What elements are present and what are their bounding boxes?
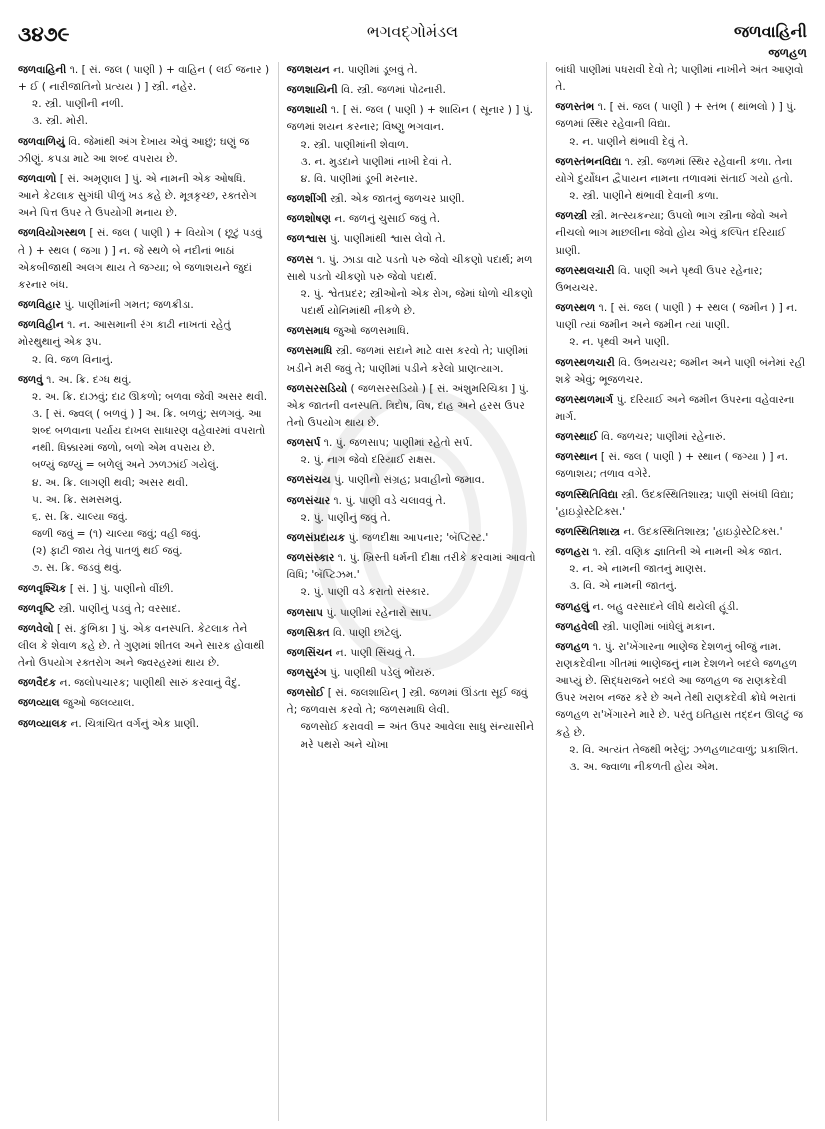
dictionary-entry <box>555 263 807 297</box>
headword: જળવાહિની <box>18 64 67 76</box>
headword: જળવૈદક <box>18 677 57 690</box>
entry-line <box>18 372 270 389</box>
entry-line <box>287 171 539 188</box>
dictionary-entry <box>18 297 270 314</box>
definition-text: ન. જલોપચારક; પાણીથી સારું કરવાનું વૈદું. <box>59 677 241 690</box>
entry-line <box>287 137 539 154</box>
headword: જળસ્થિતિવિદ્યા <box>555 488 618 501</box>
dictionary-entry <box>555 619 807 636</box>
headword: જળસરસડિયો <box>286 382 348 395</box>
entry-line <box>555 208 807 259</box>
definition-text: [ સં. કુંભિકા ] પું. એક વનસ્પતિ. કેટલાક તેને લીલ કે શેવાળ કહે છે. તે ગુણમાં શીતલ અને સારક હોવાથી તેનો ઉપયોગ રક્તરોગ અને જ્વરહરમાં થાય છે. <box>18 622 265 670</box>
definition-text: પું. જળદીક્ષા આપનાર; 'બૅપ્ટિસ્ટ.' <box>348 531 489 544</box>
entry-line <box>555 263 807 297</box>
entry-line <box>18 457 270 474</box>
headword: જળસંચય <box>286 474 331 487</box>
entry-line <box>555 99 807 133</box>
headword: જળસુરંગ <box>286 667 327 679</box>
entry-line <box>18 716 270 733</box>
definition-text: સ્ત્રી. પાણીમાં બાંધેલું મકાન. <box>602 620 716 633</box>
entry-line <box>287 472 539 489</box>
headword: જળવ્યાલક <box>18 717 68 730</box>
definition-text: ૧. [ સં. જલ ( પાણી ) + વાહિન ( લઈ જનાર ) + ઈ ( નારીજાતિનો પ્રત્યય ) ] સ્ત્રી. નહેર. <box>18 64 270 94</box>
definition-text: ૪. અ. ક્રિ. લાગણી થવી; અસર થવી. <box>32 476 189 489</box>
definition-text: ૧. સ્ત્રી. વણિક જ્ઞાતિની એ નામની એક જાત. <box>592 546 783 559</box>
dictionary-entry <box>287 62 539 79</box>
entry-line <box>287 323 539 340</box>
dictionary-entry <box>18 601 270 618</box>
dictionary-entry <box>287 191 539 208</box>
definition-text: વિ. સ્ત્રી. જળમાં પોઢનારી. <box>341 84 446 97</box>
entry-line <box>18 543 270 560</box>
entry-line <box>555 524 807 541</box>
column-left <box>10 62 278 1121</box>
definition-text: ન. જળનું ચુસાઈ જવું તે. <box>334 213 441 226</box>
definition-text: ૨. પું. પાણીનું જવું તે. <box>300 511 391 524</box>
dictionary-entry <box>18 134 270 168</box>
entry-line <box>18 352 270 369</box>
dictionary-entry <box>287 82 539 99</box>
entry-line <box>287 381 539 432</box>
entry-line <box>18 526 270 543</box>
headword: જળવૃશ્ચિક <box>18 582 67 595</box>
entry-line <box>287 191 539 208</box>
definition-text: ૫. અ. ક્રિ. સમસમવું. <box>32 493 123 506</box>
headword: જળસ્થિતિશાસ્ત્ર <box>555 525 621 538</box>
definition-text: ૧. પું. પાણી વડે ચલાવવું તે. <box>333 494 446 507</box>
definition-text: ૨. સ્ત્રી. પાણીમાંની શેવાળ. <box>300 138 409 151</box>
entry-line <box>555 619 807 636</box>
entry-line <box>18 113 270 130</box>
headword: જળહળ <box>555 640 590 653</box>
definition-text: ૨. વિ. જળ વિનાનું. <box>32 353 114 366</box>
dictionary-entry <box>555 544 807 595</box>
definition-text: ૧. ન. આસમાની રંગ કાઢી નાખતાં રહેતું મોરથુથાનું એક રૂપ. <box>18 319 231 349</box>
headword: જળસ્ત્રી <box>555 210 588 223</box>
definition-text: ન. પાણી સિંચવું તે. <box>335 646 416 659</box>
headword: જળવ્યાલ <box>18 697 60 710</box>
entry-line <box>555 355 807 389</box>
definition-text: ૧. સ્ત્રી. જળમાં સ્થિર રહેવાની કળા. તેના યોગે દુર્યોધન દ્વૈપાયન નામના તળાવમાં સંતાઈ ગયો હતો. <box>555 155 794 185</box>
entry-line <box>287 685 539 719</box>
definition-text: ૧. પું. ખ્રિસ્તી ધર્મની દીક્ષા તરીકે કરવામાં આવતો વિધિ; 'બૅપ્ટિઝમ.' <box>286 552 536 582</box>
entry-line <box>555 487 807 521</box>
definition-text: [ સં. ] પું. પાણીનો વીંછી. <box>69 582 174 595</box>
dictionary-entry <box>555 392 807 426</box>
definition-text: ૩. [ સં. જ્વલ્ ( બળવું ) ] અ. ક્રિ. બળવું; સળગવું. આ શબ્દ બળવાના પર્યાય દાખલ સાધારણ વહેવારમાં વપરાતો નથી. ધિક્કારમાં જળો, બળો એમ વપરાય છે. <box>32 407 266 455</box>
entry-line <box>18 492 270 509</box>
headword: જળસિંચન <box>286 646 333 659</box>
entry-line <box>555 561 807 578</box>
headword: જળહવેલી <box>555 620 599 633</box>
headword: જળહરા <box>555 546 590 559</box>
definition-text: પું. પાણીમાંની ગમત; જળક્રીડા. <box>64 299 194 312</box>
entry-line <box>287 584 539 601</box>
entry-line <box>18 695 270 712</box>
headword: જળસ્થાઈ <box>555 431 598 444</box>
entry-line <box>555 392 807 426</box>
entry-line <box>287 605 539 622</box>
definition-text: ૨. પું. નાગ જેવો દરિયાઈ રાક્ષસ. <box>300 454 436 467</box>
definition-text: પું. દરિયાઈ અને જમીન ઉપરના વહેવારના માર્ગ. <box>555 393 795 423</box>
definition-text: જળી જવું = (૧) ચાલ્યા જવું; વહી જવું. <box>32 528 202 541</box>
definition-text: ૩. સ્ત્રી. મોરી. <box>32 115 88 128</box>
headword: જળવિહીન <box>18 319 64 332</box>
entry-line <box>555 188 807 205</box>
dictionary-entry <box>287 605 539 622</box>
dictionary-entry <box>555 639 807 776</box>
dictionary-entry <box>555 524 807 541</box>
headword: જળશાયી <box>286 104 328 117</box>
headword: જળસ <box>286 253 314 266</box>
definition-text: વિ. જળચર; પાણીમાં રહેનારું. <box>601 431 726 444</box>
headword: જળસ્થાન <box>555 451 598 464</box>
definition-text: ( જળસરસડિયો ) [ સં. અંશુમરિચિકા ] પું. એક જાતની વનસ્પતિ. ત્રિદોષ, વિષ, દાહ અને હરસ ઉપર તેનો ઉપયોગ થાય છે. <box>286 382 529 429</box>
dictionary-entry <box>287 685 539 754</box>
dictionary-entry <box>287 252 539 321</box>
definition-text: ૩. વિ. એ નામની જાતનું. <box>569 580 678 593</box>
dictionary-entry <box>287 102 539 188</box>
definition-text: વિ. ઉભયચર; જમીન અને પાણી બંનેમાં રહી શકે એવું; ભૂજળચર. <box>555 356 806 386</box>
entry-line <box>18 389 270 406</box>
entry-line <box>555 449 807 483</box>
headword: જળશાયિની <box>286 84 338 97</box>
entry-line <box>18 62 270 96</box>
headword: જળસિક્ત <box>286 626 330 639</box>
entry-line <box>555 599 807 616</box>
definition-text: [ સં. જલ ( પાણી ) + વિયોગ ( છૂટું પડવું તે ) + સ્થલ ( જગા ) ] ન. જે સ્થળે બે નદીનાં ભાઠાં એકબીજાથી અલગ થાય તે જગ્યા; બે જળાશયને જુદાં કરનાર બંધ. <box>18 227 262 291</box>
entry-line <box>287 665 539 682</box>
dictionary-entry <box>18 62 270 131</box>
definition-text: જુઓ જળસમાધિ. <box>333 325 410 338</box>
dictionary-entry <box>555 355 807 389</box>
headword: જળસાપ <box>286 606 324 619</box>
dictionary-entry <box>287 381 539 432</box>
entry-line <box>18 509 270 526</box>
definition-text: ૨. ન. પાણીને થંભાવી દેવું તે. <box>569 135 689 148</box>
entry-line <box>287 719 539 753</box>
entry-line <box>555 334 807 351</box>
definition-text: ૨. વિ. અત્યંત તેજથી ભરેલું; ઝળહળાટવાળું; પ્રકાશિત. <box>569 743 799 756</box>
entry-line <box>287 231 539 248</box>
entry-line <box>287 154 539 171</box>
book-title: ભગવદ્ગોમંડલ <box>366 22 459 41</box>
entry-line <box>18 297 270 314</box>
definition-text: ૭. સ. ક્રિ. જડવું થવું. <box>32 562 122 575</box>
headword: જળસ્થલચારી <box>555 264 615 277</box>
definition-text: [ સં. અમૃણાલ ] પું. એ નામની એક ઓષધિ. આને કેટલાક સુગંધી પીળું ખડ કહે છે. મૂત્રકૃચ્છ, રક્તરોગ અને પિત્ત ઉપર તે ઉપયોગી મનાય છે. <box>18 172 257 220</box>
dictionary-entry <box>287 323 539 340</box>
entry-line <box>287 645 539 662</box>
dictionary-entry <box>287 550 539 601</box>
dictionary-columns <box>10 62 815 1121</box>
entry-line <box>18 225 270 294</box>
definition-text: ૬. સ. ક્રિ. ચાલ્યા જવું. <box>32 510 128 523</box>
definition-text: સ્ત્રી. જળમાં સદાને માટે વાસ કરવો તે; પાણીમાં ખડીને મરી જવું તે; પાણીમાં પડીને કરેલો પ્રાણત્યાગ. <box>286 345 529 375</box>
entry-line <box>287 452 539 469</box>
dictionary-entry <box>555 449 807 483</box>
definition-text: ૧. [ સં. જલ ( પાણી ) + સ્થલ ( જમીન ) ] ન. પાણી ત્યાં જમીન અને જમીન ત્યાં પાણી. <box>555 302 798 332</box>
entry-line <box>287 510 539 527</box>
entry-line <box>287 493 539 510</box>
definition-text: સ્ત્રી. ઉદકસ્થિતિશાસ્ત્ર; પાણી સંબંધી વિદ્યા; 'હાઇડ્રોસ્ટેટિક્સ.' <box>555 488 794 518</box>
entry-line <box>555 759 807 776</box>
headword: જળવાળિયું <box>18 135 65 148</box>
dictionary-entry <box>287 493 539 527</box>
dictionary-entry <box>555 99 807 150</box>
headword: જળસંપ્રદાયક <box>286 531 346 544</box>
definition-text: ૧. [ સં. જલ ( પાણી ) + શાયિન ( સૂનાર ) ] પું. જળમાં શયન કરનાર; વિષ્ણુ ભગવાન. <box>286 104 534 134</box>
headword: જળસોઈ <box>286 687 325 700</box>
entry-line <box>555 154 807 188</box>
entry-line <box>287 530 539 547</box>
definition-text: ૨. ન. પૃથ્વી અને પાણી. <box>569 336 670 349</box>
entry-line <box>287 62 539 79</box>
entry-line <box>555 62 807 96</box>
definition-text: ૪. વિ. પાણીમાં ડૂબી મરનાર. <box>300 172 418 185</box>
definition-text: ૨. પું. શ્વેતપ્રદર; સ્ત્રીઓનો એક રોગ, જેમાં ધોળો ચીકણો પદાર્થ યોનિમાંથી નીકળે છે. <box>300 287 533 318</box>
entry-line <box>287 211 539 228</box>
headword: જળવૃષ્ટિ <box>18 602 56 615</box>
dictionary-entry <box>18 695 270 712</box>
definition-text: ૧. પું. જળસાપ; પાણીમાં રહેતો સર્પ. <box>323 437 473 450</box>
headword: જળશ્વાસ <box>286 233 327 246</box>
headword: જળશોષણ <box>286 213 331 226</box>
entry-line <box>555 544 807 561</box>
entry-line <box>287 102 539 136</box>
definition-text: ૧. પું. રા'ખેંગારના ભાણેજ દેશળનું બીજું નામ. રાણકદેવીના ગીતમાં ભાણેજનું નામ દેશળને બદલે જળહળ આપ્યું છે. સિદ્ધરાજને બદલે આ જળહળ જ રાણકદેવી ઉપર ખરાબ નજર કરે છે અને તેથી રાણકદેવી ક્રોધે ભરાતાં જળહળ રા'ખેંગારને મારે છે. પરંતુ ઇતિહાસ તદ્દન ઊલટું જ કહે છે. <box>555 640 804 739</box>
entry-line <box>18 675 270 692</box>
entry-line <box>18 621 270 672</box>
definition-text: [ સં. જલશાયિન્ ] સ્ત્રી. જળમાં ઊંડતા સૂઈ જવું તે; જળવાસ કરવો તે; જળસમાધિ લેવી. <box>286 687 528 717</box>
entry-line <box>287 343 539 377</box>
guide-word-bottom: જળહળ <box>768 46 807 60</box>
headword: જળશયન <box>286 64 330 76</box>
entry-line <box>18 317 270 351</box>
headword: જળસર્પ <box>286 437 321 450</box>
headword: જળસંસ્કાર <box>286 552 335 565</box>
entry-line <box>287 82 539 99</box>
dictionary-entry <box>18 675 270 692</box>
definition-text: ૨. સ્ત્રી. પાણીની નળી. <box>32 98 124 111</box>
headword: જળસ્તંભ <box>555 101 595 114</box>
headword: જળવું <box>18 373 43 386</box>
dictionary-entry <box>287 435 539 469</box>
dictionary-entry <box>18 581 270 598</box>
dictionary-entry <box>555 208 807 259</box>
definition-text: ૨. સ્ત્રી. પાણીને થંભાવી દેવાની કળા. <box>569 190 719 203</box>
definition-text: પું. પાણીનો સંગ્રહ; પ્રવાહીનો જમાવ. <box>334 474 485 487</box>
definition-text: ૩. અ. જ્વાળા નીકળતી હોય એમ. <box>569 760 719 773</box>
entry-line <box>555 300 807 334</box>
dictionary-entry <box>18 171 270 222</box>
dictionary-entry <box>287 645 539 662</box>
definition-text: [ સં. જલ ( પાણી ) + સ્થાન ( જગ્યા ) ] ન. જળાશય; તળાવ વગેરે. <box>555 451 789 481</box>
entry-line <box>287 625 539 642</box>
entry-line <box>287 286 539 320</box>
definition-text: બાંધી પાણીમાં પધરાવી દેવો તે; પાણીમાં નાખીને અંત આણવો તે. <box>555 64 804 94</box>
headword: જળસમાધ <box>286 325 330 338</box>
entry-line <box>18 560 270 577</box>
entry-line <box>555 429 807 446</box>
dictionary-entry <box>287 625 539 642</box>
headword: જળવિહાર <box>18 299 61 312</box>
entry-line <box>555 639 807 742</box>
definition-text: પું. પાણીથી પડેલું ભોંયરું. <box>330 667 435 679</box>
dictionary-entry <box>555 487 807 521</box>
definition-text: જુઓ જલવ્યાલ. <box>63 697 135 710</box>
definition-text: ૧. અ. ક્રિ. દગ્ધ થવું. <box>46 373 132 386</box>
definition-text: સ્ત્રી. એક જાતનું જળચર પ્રાણી. <box>330 193 465 206</box>
entry-line <box>287 252 539 286</box>
definition-text: જળસોઈ કરાવવી = અંત ઉપર આવેલા સાધુ સંન્યાસીને મરે પથરો અને ચોખા <box>300 721 535 751</box>
dictionary-entry <box>287 343 539 377</box>
dictionary-entry <box>287 665 539 682</box>
entry-line <box>555 578 807 595</box>
column-right <box>546 62 815 1121</box>
headword: જળસ્થળમાર્ગ <box>555 393 614 406</box>
definition-text: સ્ત્રી. મત્સ્યકન્યા; ઉપલો ભાગ સ્ત્રીના જેવો અને નીચલો ભાગ માછલીના જેવો હોય એવું કલ્પિત દરિયાઈ પ્રાણી. <box>555 210 788 257</box>
dictionary-entry <box>555 429 807 446</box>
dictionary-entry <box>555 300 807 351</box>
dictionary-entry <box>287 530 539 547</box>
headword: જળસ્થળચારી <box>555 356 615 369</box>
page-number: ૩૪૭૯ <box>18 22 70 46</box>
entry-line <box>555 742 807 759</box>
definition-text: ૧. [ સં. જલ ( પાણી ) + સ્તંભ ( થાંભલો ) ] પું. જળમાં સ્થિર રહેવાની વિદ્યા. <box>555 101 797 131</box>
headword: જળસમાધિ <box>286 345 333 358</box>
dictionary-entry <box>555 599 807 616</box>
dictionary-entry <box>555 154 807 205</box>
definition-text: પું. પાણીમાંથી શ્વાસ લેવો તે. <box>329 233 446 246</box>
definition-text: ન. બહુ વરસાદને લીધે થયેલી હૂંડી. <box>592 600 739 613</box>
dictionary-entry <box>18 716 270 733</box>
dictionary-entry <box>18 225 270 294</box>
definition-text: ૧. પું. ઝાડા વાટે પડતો પરુ જેવો ચીકણો પદાર્થ; મળ સાથે પડતો ચીકણો પરુ જેવો પદાર્થ. <box>286 253 533 283</box>
entry-line <box>287 435 539 452</box>
definition-text: ૩. ન. મુડદાને પાણીમાં નાખી દેવાં તે. <box>300 155 452 168</box>
headword: જળશીંગી <box>286 193 327 206</box>
entry-line <box>18 134 270 168</box>
definition-text: સ્ત્રી. પાણીનું પડવું તે; વરસાદ. <box>58 602 181 615</box>
definition-text: (૨) ફાટી જાય તેવું પાતળું થઈ જવું. <box>32 545 183 558</box>
headword: જળવેલો <box>18 622 54 635</box>
definition-text: ન. ચિત્રાંચિત વર્ગનું એક પ્રાણી. <box>70 717 200 730</box>
headword: જળસંચાર <box>286 494 331 507</box>
column-middle <box>278 62 547 1121</box>
dictionary-entry <box>18 317 270 368</box>
definition-text: ૨. ન. એ નામની જાતનું માણસ. <box>569 563 707 576</box>
definition-text: વિ. પાણી અને પૃથ્વી ઉપર રહેનાર; ઉભયચર. <box>555 264 763 294</box>
definition-text: ૨. પું. પાણી વડે કરાતો સંસ્કાર. <box>300 586 430 599</box>
dictionary-entry <box>287 211 539 228</box>
headword: જળહલું <box>555 600 590 613</box>
definition-text: વિ. પાણી છાંટેલું. <box>333 626 403 639</box>
guide-word-top: જળવાહિની <box>734 22 807 41</box>
headword: જળસ્તંભનવિદ્યા <box>555 155 622 168</box>
dictionary-entry <box>287 231 539 248</box>
definition-text: ૨. અ. ક્રિ. દાઝવું; દાઢ ઊકળો; બળવા જેવી અસર થવી. <box>32 390 268 403</box>
entry-line <box>18 601 270 618</box>
entry-line <box>18 171 270 222</box>
definition-text: વિ. જેમાંથી અંગ દેખાય એવું આછું; ઘણું જ ઝીણું. કપડા માટે આ શબ્દ વપરાય છે. <box>18 135 250 165</box>
definition-text: ન. પાણીમાં ડૂબવું તે. <box>333 64 418 76</box>
dictionary-entry <box>18 372 270 578</box>
entry-line <box>18 475 270 492</box>
headword: જળસ્થળ <box>555 302 596 315</box>
dictionary-entry <box>555 62 807 96</box>
entry-line <box>287 550 539 584</box>
definition-text: બળ્યું જળ્યું = બળેલું અને ઝળઝાંઈ ગયેલું. <box>32 459 219 472</box>
entry-line <box>18 581 270 598</box>
entry-line <box>555 134 807 151</box>
page-header <box>14 18 811 58</box>
definition-text: પું. પાણીમાં રહેનારો સાપ. <box>326 606 432 619</box>
headword: જળવાળો <box>18 172 57 185</box>
definition-text: ન. ઉદકસ્થિતિશાસ્ત્ર; 'હાઇડ્રોસ્ટેટિક્સ.' <box>623 525 783 538</box>
dictionary-entry <box>18 621 270 672</box>
dictionary-entry <box>287 472 539 489</box>
entry-line <box>18 406 270 457</box>
headword: જળવિયોગસ્થળ <box>18 227 86 240</box>
entry-line <box>18 96 270 113</box>
